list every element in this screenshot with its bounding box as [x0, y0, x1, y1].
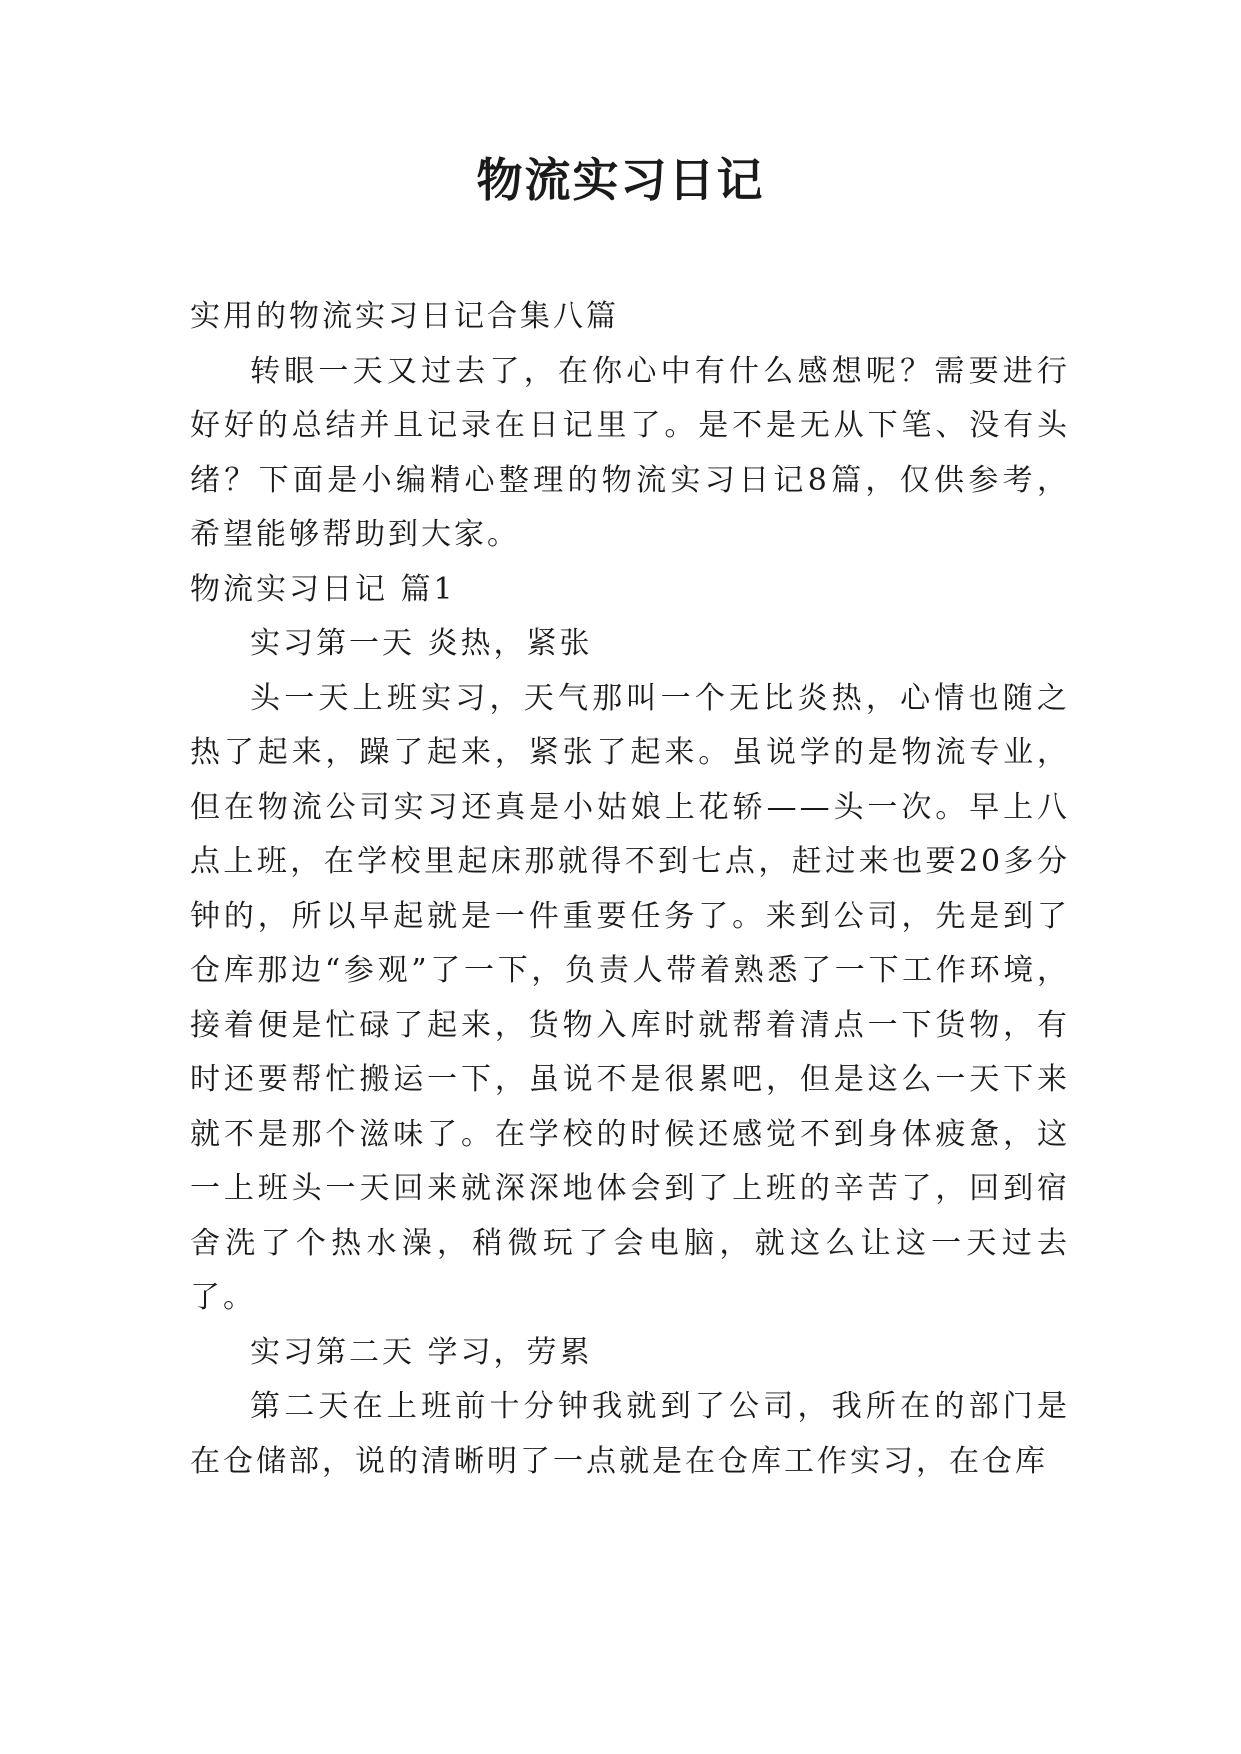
body-paragraph: 头一天上班实习，天气那叫一个无比炎热，心情也随之热了起来，躁了起来，紧张了起来。虽说学的是物流专业，但在物流公司实习还真是小姑娘上花轿——头一次。早上八点上班，在学校里起床那就得不到七点，赶过来也要20多分钟的，所以早起就是一件重要任务了。来到公司，先是到了仓库那边“参观”了一下，负责人带着熟悉了一下工作环境，接着便是忙碌了起来，货物入库时就帮着清点一下货物，有时还要帮忙搬运一下，虽说不是很累吧，但是这么一天下来就不是那个滋味了。在学校的时候还感觉不到身体疲惫，这一上班头一天回来就深深地体会到了上班的辛苦了，回到宿舍洗了个热水澡，稍微玩了会电脑，就这么让这一天过去了。	[190, 680, 1070, 1315]
day-heading: 实习第一天 炎热，紧张	[250, 626, 593, 661]
subtitle-line: 实用的物流实习日记合集八篇	[190, 299, 619, 334]
day-heading: 实习第二天 学习，劳累	[250, 1334, 593, 1370]
page-title: 物流实习日记	[476, 153, 765, 207]
intro-paragraph: 转眼一天又过去了，在你心中有什么感想呢？需要进行好好的总结并且记录在日记里了。是不是无从下笔、没有头绪？下面是小编精心整理的物流实习日记8篇，仅供参考，希望能够帮助到大家。	[190, 353, 1070, 552]
body-paragraph: 第二天在上班前十分钟我就到了公司，我所在的部门是在仓储部，说的清晰明了一点就是在仓库工作实习，在仓库	[190, 1389, 1070, 1479]
section-heading: 物流实习日记 篇1	[190, 571, 456, 607]
document-body	[190, 290, 1070, 1489]
